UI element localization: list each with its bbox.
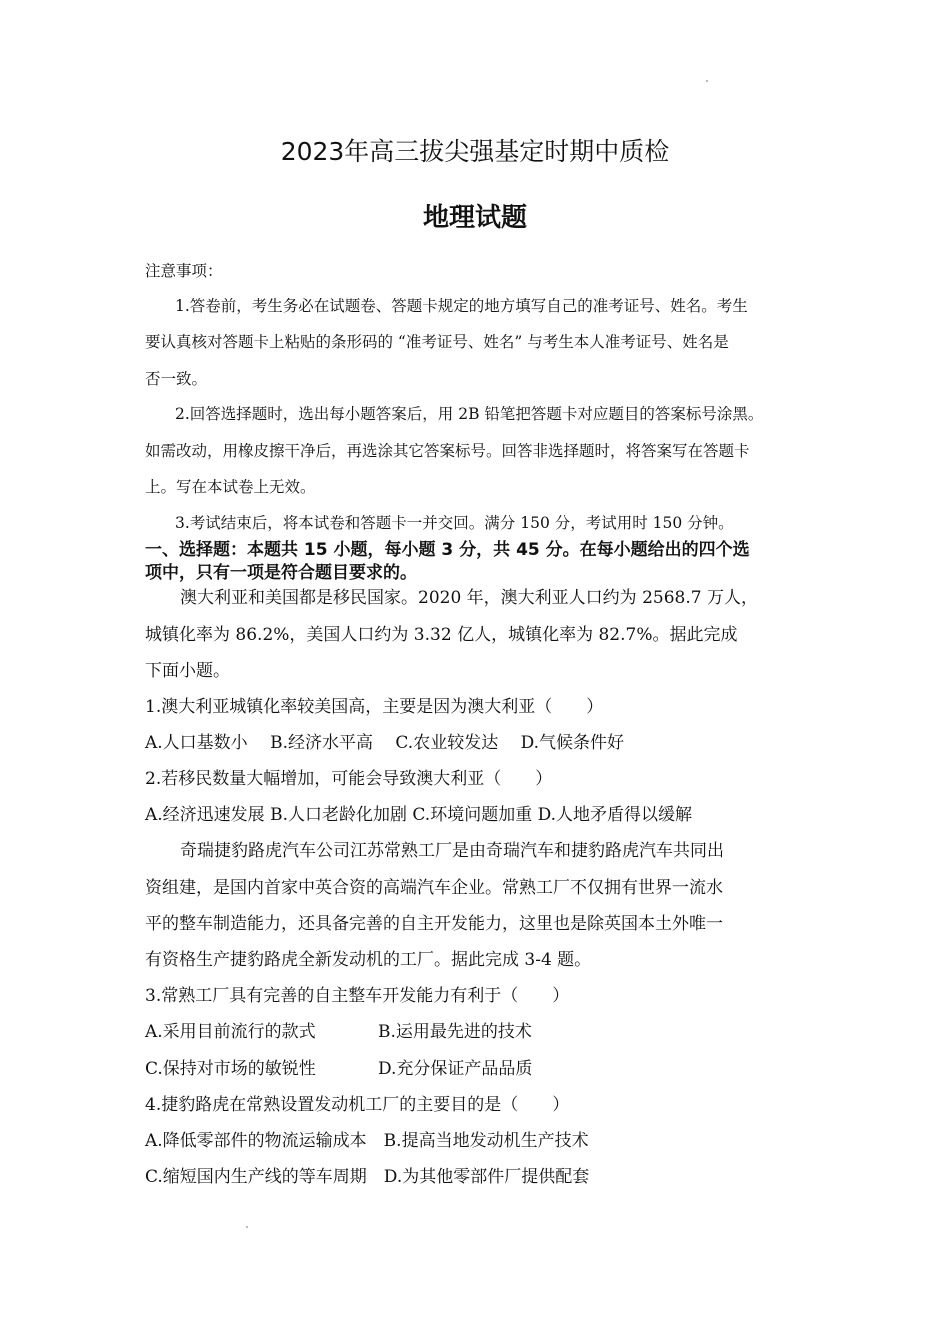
option-a: A.采用目前流行的款式	[145, 1022, 316, 1042]
question-stem: 2.若移民数量大幅增加，可能会导致澳大利亚（ ）	[145, 769, 553, 789]
passage-line: 平的整车制造能力，还具备完善的自主开发能力，这里也是除英国本土外唯一	[145, 914, 723, 934]
section-heading: 一、选择题：本题共 15 小题，每小题 3 分，共 45 分。在每小题给出的四个选	[145, 540, 750, 560]
passage-line: 城镇化率为 86.2%，美国人口约为 3.32 亿人，城镇化率为 82.7%。据此完成	[145, 625, 738, 645]
notice-line: 2.回答选择题时，选出每小题答案后，用 2B 铅笔把答题卡对应题目的答案标号涂黑。	[175, 405, 764, 423]
scan-speck	[246, 1226, 248, 1228]
passage-line: 资组建，是国内首家中英合资的高端汽车企业。常熟工厂不仅拥有世界一流水	[145, 878, 723, 898]
notice-line: 1.答卷前，考生务必在试题卷、答题卡规定的地方填写自己的准考证号、姓名。考生	[175, 297, 748, 315]
notice-line: 要认真核对答题卡上粘贴的条形码的 “准考证号、姓名” 与考生本人准考证号、姓名是	[145, 333, 729, 351]
question-stem: 1.澳大利亚城镇化率较美国高，主要是因为澳大利亚（ ）	[145, 697, 604, 717]
question-options: C.缩短国内生产线的等车周期 D.为其他零部件厂提供配套	[145, 1167, 590, 1187]
passage-line: 奇瑞捷豹路虎汽车公司江苏常熟工厂是由奇瑞汽车和捷豹路虎汽车共同出	[180, 841, 724, 861]
question-options: A.人口基数小 B.经济水平高 C.农业较发达 D.气候条件好	[145, 733, 625, 753]
scan-speck	[706, 80, 708, 82]
option-c: C.保持对市场的敏锐性	[145, 1059, 316, 1079]
notice-line: 上。写在本试卷上无效。	[145, 478, 316, 496]
section-heading: 项中，只有一项是符合题目要求的。	[145, 563, 417, 583]
subject-title: 地理试题	[422, 203, 527, 233]
question-stem: 4.捷豹路虎在常熟设置发动机工厂的主要目的是（ ）	[145, 1095, 570, 1115]
notice-line: 否一致。	[145, 370, 208, 388]
question-options: A.降低零部件的物流运输成本 B.提高当地发动机生产技术	[145, 1131, 589, 1151]
option-b: B.运用最先进的技术	[378, 1022, 532, 1042]
passage-line: 澳大利亚和美国都是移民国家。2020 年，澳大利亚人口约为 2568.7 万人，	[180, 588, 758, 608]
passage-line: 下面小题。	[145, 661, 230, 681]
question-options: A.经济迅速发展 B.人口老龄化加剧 C.环境问题加重 D.人地矛盾得以缓解	[145, 805, 693, 825]
notice-line: 3.考试结束后，将本试卷和答题卡一并交回。满分 150 分，考试用时 150 分钟。	[175, 514, 734, 532]
notice-heading: 注意事项：	[145, 262, 223, 280]
exam-title: 2023年高三拔尖强基定时期中质检	[280, 137, 670, 166]
passage-line: 有资格生产捷豹路虎全新发动机的工厂。据此完成 3-4 题。	[145, 950, 592, 970]
notice-line: 如需改动，用橡皮擦干净后，再选涂其它答案标号。回答非选择题时，将答案写在答题卡	[145, 442, 750, 460]
option-d: D.充分保证产品品质	[378, 1059, 533, 1079]
question-stem: 3.常熟工厂具有完善的自主整车开发能力有利于（ ）	[145, 986, 570, 1006]
